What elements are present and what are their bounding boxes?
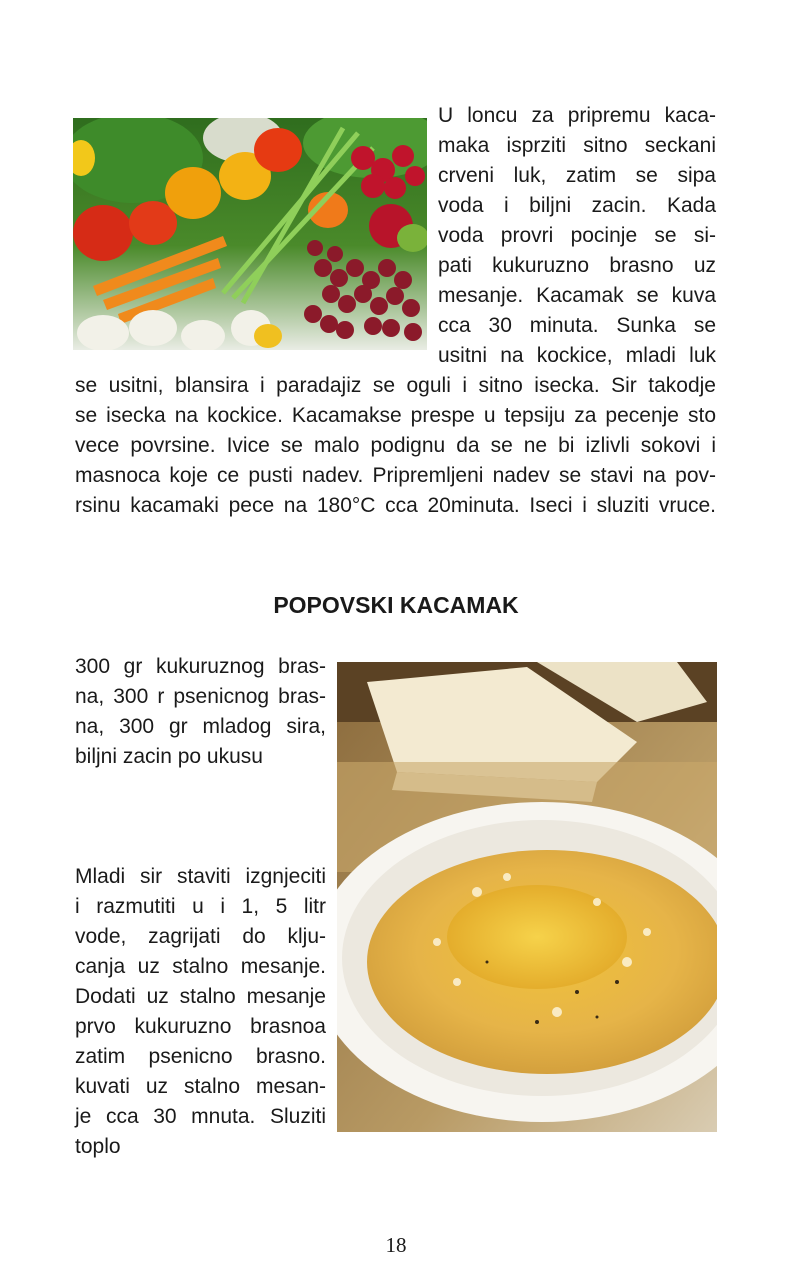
ingredients-line: na, 300 gr mladog sira,: [75, 715, 326, 738]
recipe-title: POPOVSKI KACAMAK: [273, 592, 519, 618]
intro-line: rsinu kacamaki pece na 180°C cca 20minuta. Iseci i sluziti vruce.: [75, 494, 716, 517]
intro-line: masnoca koje ce pusti nadev. Pripremljeni nadev se stavi na pov-: [75, 464, 716, 487]
ingredients-line: na, 300 r psenicnog bras-: [75, 685, 326, 708]
ingredients-line: 300 gr kukuruznog bras-: [75, 655, 326, 678]
intro-line: voda provri pocinje se si-: [438, 224, 716, 247]
intro-line: maka isprziti sitno seckani: [438, 134, 716, 157]
page-number: 18: [385, 1233, 407, 1257]
method-line: toplo: [75, 1135, 121, 1158]
vegetables-photo: [73, 118, 427, 350]
intro-line: voda i biljni zacin. Kada: [438, 194, 716, 217]
intro-line: U loncu za pripremu kaca-: [438, 104, 716, 127]
intro-line: pati kukuruzno brasno uz: [438, 254, 716, 277]
method-line: prvo kukuruzno brasnoa: [75, 1015, 326, 1038]
method-line: Dodati uz stalno mesanje: [75, 985, 326, 1008]
method-line: Mladi sir staviti izgnjeciti: [75, 865, 326, 888]
intro-line: se isecka na kockice. Kacamakse prespe u tepsiju za pecenje sto: [75, 404, 716, 427]
intro-line: crveni luk, zatim se sipa: [438, 164, 716, 187]
ingredients-line: biljni zacin po ukusu: [75, 745, 263, 768]
method-line: je cca 30 mnuta. Sluziti: [75, 1105, 326, 1128]
intro-line: mesanje. Kacamak se kuva: [438, 284, 716, 307]
method-line: zatim psenicno brasno.: [75, 1045, 326, 1068]
intro-line: vece povrsine. Ivice se malo podignu da se ne bi izlivli sokovi i: [75, 434, 716, 457]
method-line: i razmutiti u i 1, 5 litr: [75, 895, 326, 918]
method-line: canja uz stalno mesanje.: [75, 955, 326, 978]
intro-line: cca 30 minuta. Sunka se: [438, 314, 716, 337]
method-line: vode, zagrijati do klju-: [75, 925, 326, 948]
intro-line: se usitni, blansira i paradajiz se oguli i sitno isecka. Sir takodje: [75, 374, 716, 397]
intro-line: usitni na kockice, mladi luk: [438, 344, 716, 367]
kacamak-photo: [337, 662, 717, 1132]
method-line: kuvati uz stalno mesan-: [75, 1075, 326, 1098]
